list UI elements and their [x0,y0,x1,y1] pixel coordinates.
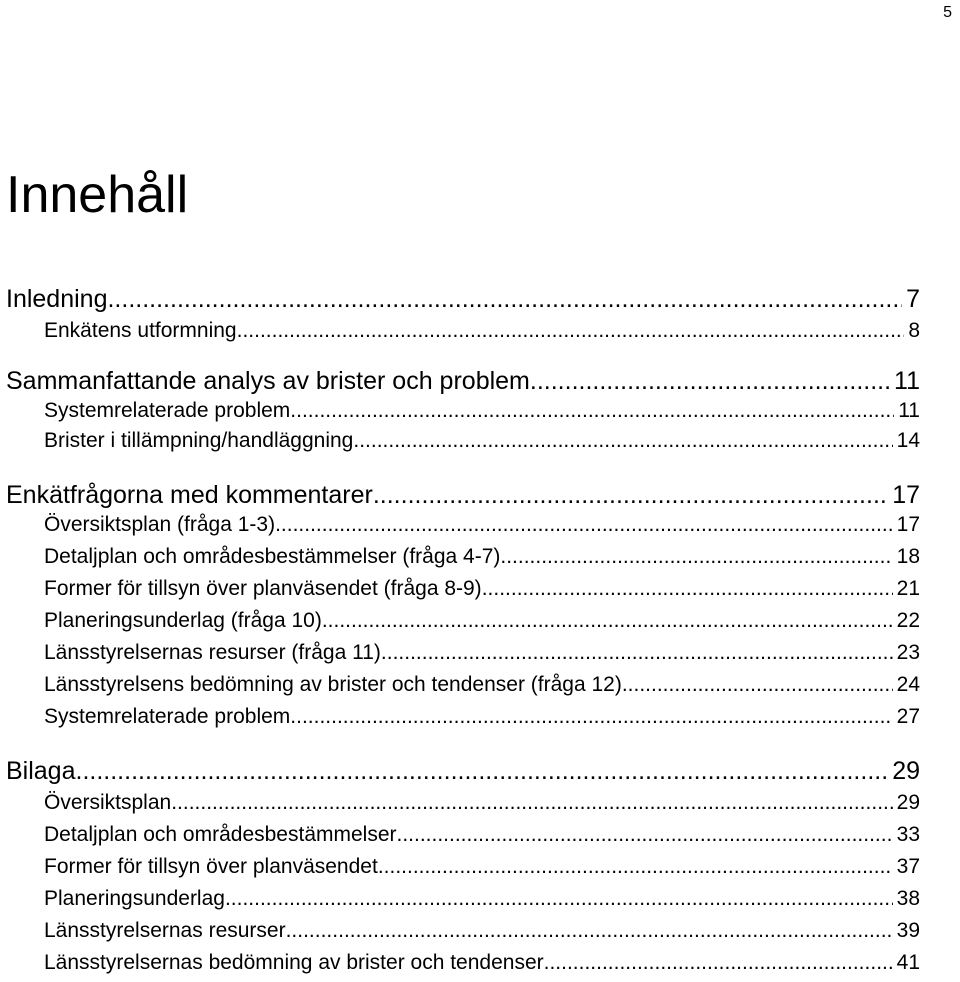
toc-entry-label: Översiktsplan (fråga 1-3) [44,513,276,536]
toc-entry-label: Inledning [6,285,108,313]
toc-entry-page-number: 18 [896,545,920,568]
toc-leader-dots [237,318,905,344]
toc-entry[interactable] [44,822,920,848]
toc-entry-page-number: 39 [896,919,920,942]
toc-leader-dots [290,398,894,424]
toc-entry-label: Enkätfrågorna med kommentarer [6,481,373,509]
toc-entry-page-number: 14 [896,429,920,452]
toc-entry[interactable] [44,704,920,730]
toc-leader-dots [397,822,893,848]
toc-entry-label: Länsstyrelsens bedömning av brister och tendenser (fråga 12) [44,673,622,696]
toc-entry-page-number: 23 [896,641,920,664]
toc-leader-dots [225,886,893,912]
toc-entry-label: Planeringsunderlag [44,887,225,910]
toc-entry-label: Länsstyrelsernas bedömning av brister och tendenser [44,951,544,974]
toc-entry-page-number: 11 [894,367,920,395]
toc-entry-label: Brister i tillämpning/handläggning [44,429,354,452]
toc-leader-dots [378,854,893,880]
toc-entry-label: Detaljplan och områdesbestämmelser [44,823,397,846]
toc-entry[interactable] [44,790,920,816]
toc-entry-label: Länsstyrelsernas resurser (fråga 11) [44,641,381,664]
toc-entry[interactable] [44,576,920,602]
toc-entry[interactable] [44,318,920,344]
toc-entry[interactable] [6,284,920,314]
toc-entry-page-number: 29 [896,791,920,814]
toc-entry-page-number: 8 [908,319,920,342]
toc-entry-page-number: 11 [898,399,920,422]
toc-entry[interactable] [44,512,920,538]
toc-leader-dots [286,918,893,944]
toc-entry-label: Översiktsplan [44,791,172,814]
toc-entry[interactable] [44,608,920,634]
toc-entry-page-number: 33 [896,823,920,846]
page-number: 5 [943,4,952,21]
toc-leader-dots [76,756,889,786]
toc-leader-dots [482,576,893,602]
toc-entry-page-number: 29 [892,757,920,785]
toc-entry[interactable] [6,480,920,510]
toc-entry[interactable] [44,428,920,454]
toc-entry-label: Enkätens utformning [44,319,237,342]
toc-entry-label: Sammanfattande analys av brister och problem [6,367,530,395]
toc-leader-dots [500,544,892,570]
toc-entry[interactable] [44,640,920,666]
toc-entry[interactable] [44,672,920,698]
toc-entry-page-number: 41 [896,951,920,974]
toc-entry[interactable] [44,918,920,944]
toc-leader-dots [353,428,892,454]
toc-leader-dots [530,366,890,396]
toc-entry-page-number: 38 [896,887,920,910]
toc-entry[interactable] [44,854,920,880]
toc-entry[interactable] [44,544,920,570]
toc-entry-page-number: 21 [896,577,920,600]
toc-leader-dots [171,790,892,816]
toc-entry-label: Bilaga [6,757,76,785]
toc-entry-label: Former för tillsyn över planväsendet [44,855,378,878]
toc-entry-label: Detaljplan och områdesbestämmelser (fråga 4-7) [44,545,501,568]
toc-entry[interactable] [6,366,920,396]
toc-leader-dots [107,284,902,314]
toc-entry-label: Former för tillsyn över planväsendet (fråga 8-9) [44,577,482,600]
toc-entry-page-number: 22 [896,609,920,632]
toc-leader-dots [622,672,893,698]
toc-entry-label: Länsstyrelsernas resurser [44,919,286,942]
toc-entry-page-number: 24 [896,673,920,696]
toc-entry-page-number: 7 [906,285,920,313]
toc-entry[interactable] [6,756,920,786]
toc-entry-page-number: 17 [892,481,920,509]
toc-leader-dots [275,512,893,538]
toc-entry-label: Systemrelaterade problem [44,705,291,728]
toc-leader-dots [373,480,888,510]
toc-entry-label: Planeringsunderlag (fråga 10) [44,609,322,632]
toc-leader-dots [381,640,893,666]
toc-entry[interactable] [44,950,920,976]
toc-entry[interactable] [44,398,920,424]
toc-entry-page-number: 17 [896,513,920,536]
toc-entry-label: Systemrelaterade problem [44,399,291,422]
toc-entry-page-number: 37 [896,855,920,878]
toc-entry[interactable] [44,886,920,912]
page-title: Innehåll [6,166,189,224]
toc-leader-dots [544,950,893,976]
toc-leader-dots [290,704,892,730]
toc-entry-page-number: 27 [896,705,920,728]
toc-leader-dots [322,608,893,634]
